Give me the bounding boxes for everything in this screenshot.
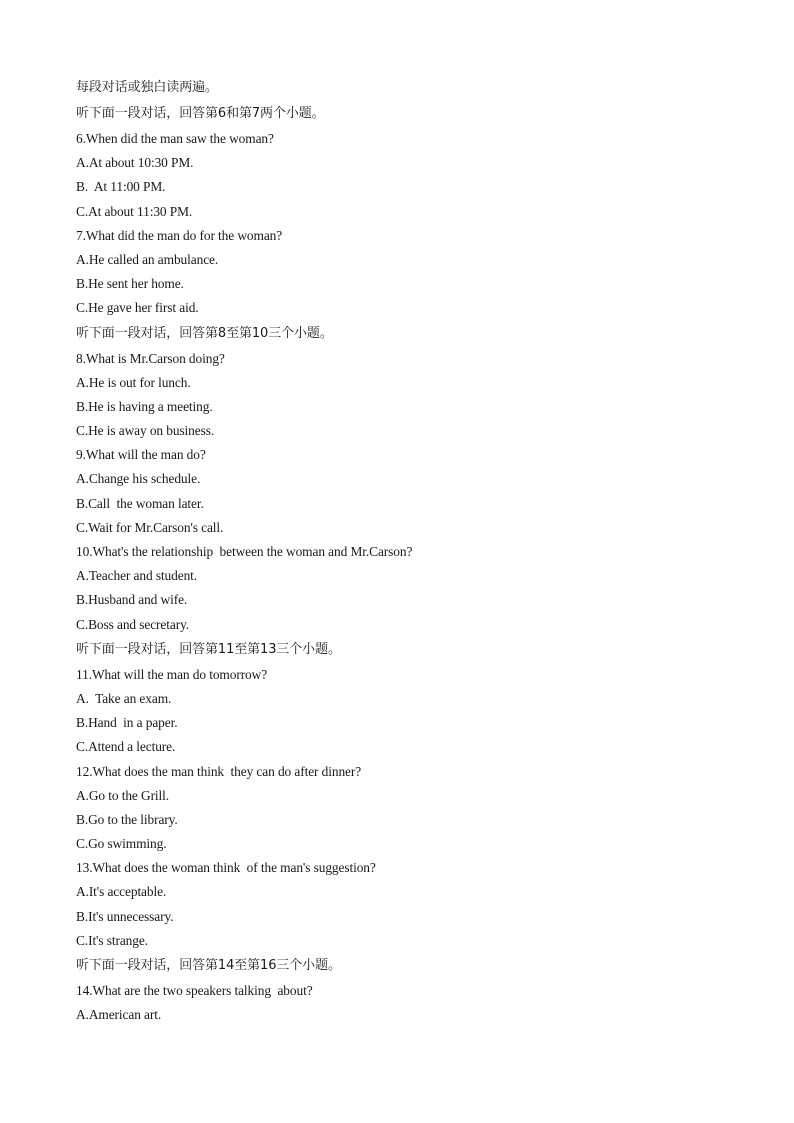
question-10-option-c: C.Boss and secretary. [76,616,190,632]
question-11: 11.What will the man do tomorrow? [76,666,268,682]
question-12-option-a: A.Go to the Grill. [76,787,170,803]
question-12-option-b: B.Go to the library. [76,811,178,827]
question-6: 6.When did the man saw the woman? [76,131,274,146]
question-7-option-c: C.He gave her first aid. [76,300,199,316]
section-heading-q8-10: 听下面一段对话，回答第8至第10三个小题。 [76,325,333,341]
question-10: 10.What's the relationship between the woman and Mr.Carson? [76,544,413,559]
question-9-option-b: B.Call the woman later. [76,495,204,511]
question-6-option-c: C.At about 11:30 PM. [76,203,193,219]
question-7-option-b: B.He sent her home. [76,276,184,292]
question-13: 13.What does the woman think of the man's suggestion? [76,860,376,876]
instruction-text: 每段对话或独白读两遍。 [76,80,218,95]
question-7-option-a: A.He called an ambulance. [76,251,219,267]
question-9: 9.What will the man do? [76,447,206,463]
question-6-option-b: B. At 11:00 PM. [76,179,166,195]
question-13-option-b: B.It's unnecessary. [76,908,174,924]
section-heading-q6-7: 听下面一段对话，回答第6和第7两个小题。 [76,106,325,121]
question-12: 12.What does the man think they can do after dinner? [76,763,362,779]
question-8-option-c: C.He is away on business. [76,423,215,439]
question-8-option-b: B.He is having a meeting. [76,398,213,414]
question-10-option-b: B.Husband and wife. [76,592,188,608]
question-14-option-a: A.American art. [76,1007,162,1023]
question-13-option-a: A.It's acceptable. [76,884,167,900]
question-11-option-c: C.Attend a lecture. [76,739,176,755]
question-9-option-a: A.Change his schedule. [76,471,201,487]
section-heading-q14-16: 听下面一段对话，回答第14至第16三个小题。 [76,958,341,973]
question-9-option-c: C.Wait for Mr.Carson's call. [76,519,224,535]
question-6-option-a: A.At about 10:30 PM. [76,155,194,171]
question-11-option-b: B.Hand in a paper. [76,715,178,731]
question-13-option-c: C.It's strange. [76,932,148,948]
question-10-option-a: A.Teacher and student. [76,568,198,584]
section-heading-q11-13: 听下面一段对话，回答第11至第13三个小题。 [76,641,341,657]
question-14: 14.What are the two speakers talking about? [76,983,313,998]
question-8-option-a: A.He is out for lunch. [76,374,191,390]
question-8: 8.What is Mr.Carson doing? [76,350,225,366]
question-11-option-a: A. Take an exam. [76,690,172,706]
question-12-option-c: C.Go swimming. [76,836,167,852]
document-page [76,75,756,1027]
question-7: 7.What did the man do for the woman? [76,227,283,243]
